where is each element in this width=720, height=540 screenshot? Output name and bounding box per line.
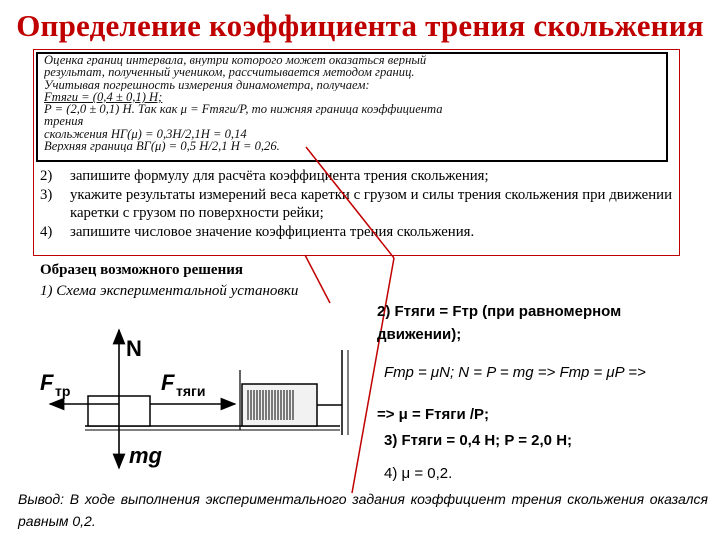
label-n: N xyxy=(126,336,142,361)
dynamometer-body xyxy=(242,384,317,426)
solution-line-2: движении); xyxy=(377,326,462,343)
scan-line: результат, полученный учеником, рассчитывается методом границ. xyxy=(44,66,415,79)
scan-line: Fтяги = (0,4 ± 0,1) Н; xyxy=(44,90,163,104)
solution-line-5: 3) Fтяги = 0,4 Н; P = 2,0 Н; xyxy=(384,432,573,449)
scan-line: P = (2,0 ± 0,1) Н. Так как μ = Fтяги/P, то нижняя граница коэффициента xyxy=(44,103,443,116)
conclusion-text: Вывод: В ходе выполнения экспериментального задания коэффициент трения скольжения оказался равным 0,2. xyxy=(18,491,708,529)
step-number: 4) xyxy=(40,223,53,240)
solution-line-3: Fтр = μN; N = P = mg => Fтр = μP => xyxy=(384,364,646,381)
scan-line: трения xyxy=(44,115,84,128)
page-title: Определение коэффициента трения скольжения xyxy=(16,8,704,43)
label-ftr: F xyxy=(40,370,54,395)
pointer-line xyxy=(305,255,330,303)
scan-line: скольжения НГ(μ) = 0,3Н/2,1Н = 0,14 xyxy=(44,127,247,141)
sample-heading: Образец возможного решения xyxy=(40,262,243,278)
step-text: запишите формулу для расчёта коэффициента трения скольжения; xyxy=(70,168,489,184)
label-ftr-sub: тр xyxy=(55,383,71,399)
label-mg: mg xyxy=(129,443,162,468)
label-fpull-sub: тяги xyxy=(176,383,206,399)
step-text: укажите результаты измерений веса каретки с грузом и силы трения скольжения при движении каретки с грузом по поверхности рейки; xyxy=(70,186,672,221)
solution-line-1: 2) Fтяги = Fтр (при равномерном xyxy=(377,303,622,320)
step-text: запишите числовое значение коэффициента трения скольжения. xyxy=(70,223,475,240)
scan-line: Верхняя граница ВГ(μ) = 0,5 Н/2,1 Н = 0,26. xyxy=(44,140,280,153)
scan-line: Учитывая погрешность измерения динамометра, получаем: xyxy=(44,78,370,91)
step-number: 3) xyxy=(40,186,53,203)
pointer-line xyxy=(306,147,394,258)
scan-line: Оценка границ интервала, внутри которого может оказаться верный xyxy=(44,54,427,67)
step-number: 2) xyxy=(40,168,53,184)
sample-subheading: 1) Схема экспериментальной установки xyxy=(40,283,299,299)
solution-line-4: => μ = Fтяги /P; xyxy=(377,406,490,423)
label-fpull: F xyxy=(161,370,175,395)
solution-line-6: 4) μ = 0,2. xyxy=(384,465,453,482)
force-diagram xyxy=(30,320,375,480)
